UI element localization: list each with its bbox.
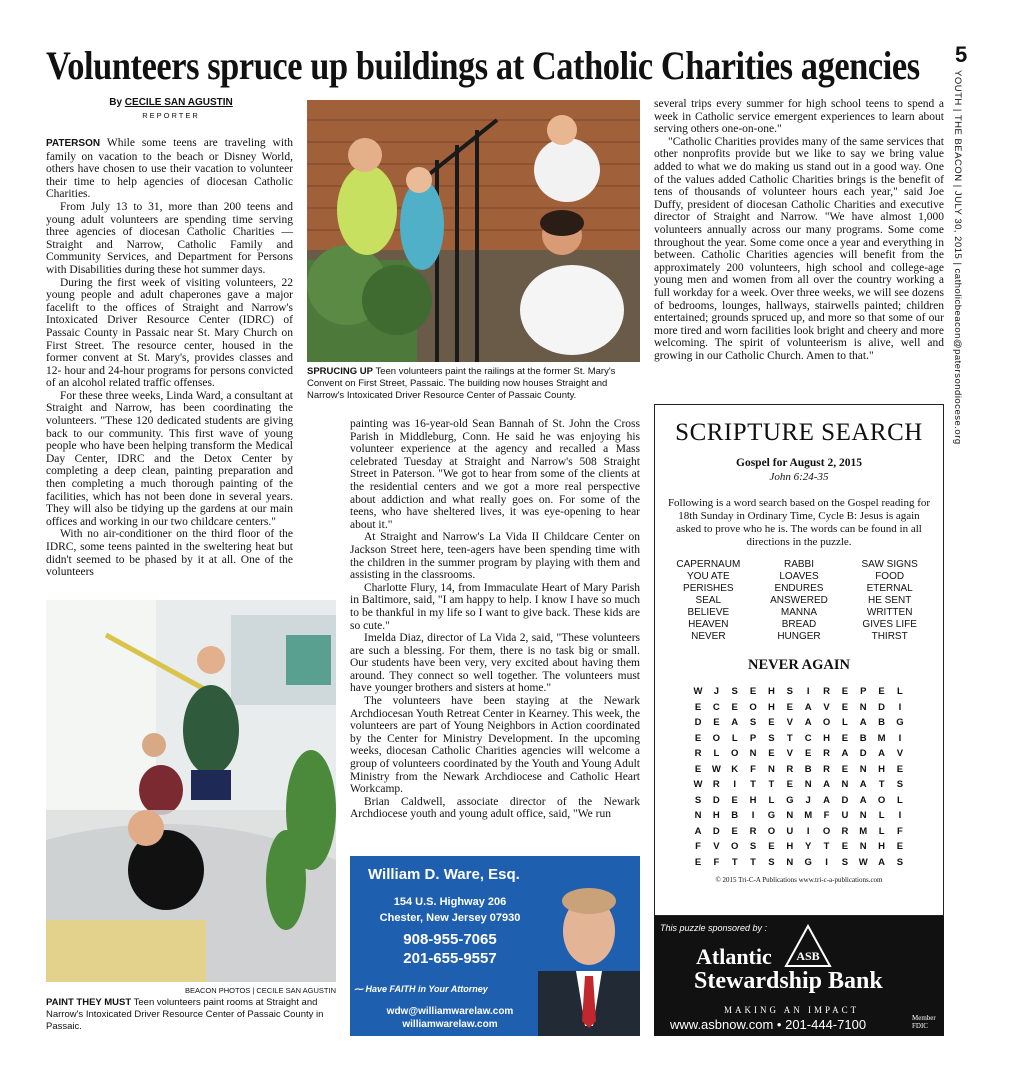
grid-letter: N (859, 763, 867, 775)
grid-letter: E (841, 686, 849, 697)
grid-letter: L (878, 810, 885, 821)
grid-row (689, 810, 909, 826)
paragraph: Brian Caldwell, associate director of the Newark Archdiocese youth and young adult office, said, "We run (350, 795, 640, 821)
grid-letter: I (898, 732, 902, 744)
grid-letter: R (694, 748, 702, 759)
grid-letter: G (896, 717, 904, 728)
grid-letter: G (767, 810, 776, 821)
grid-letter: O (822, 825, 831, 837)
grid-letter: D (859, 748, 867, 759)
grid-letter: O (731, 748, 739, 759)
grid-letter: C (804, 732, 812, 744)
grid-letter: P (749, 732, 757, 744)
puzzle-copyright: © 2015 Tri-C-A Publications www.tri-c-a-publications.com (715, 876, 883, 884)
grid-letter: C (712, 701, 720, 713)
paragraph: From July 13 to 31, more than 200 teens and young adult volunteers are spending time serving three agencies of diocesan Catholic Charities — Straight and Narrow, Catholic Family and Community Services, and Department for Persons with Disabilities during these hot summer days. (46, 200, 293, 276)
word-list-item: HUNGER (777, 631, 821, 642)
word-list-item: LOAVES (779, 571, 819, 582)
grid-letter: E (804, 748, 812, 759)
page-number: 5 (955, 42, 968, 67)
scripture-search-box (654, 404, 944, 916)
grid-letter: E (694, 856, 702, 868)
grid-letter: U (786, 825, 794, 837)
paragraph: Charlotte Flury, 14, from Immaculate Heart of Mary Parish in Baltimore, said, "I am happy to help. I know I have so much to be thankful in my life so I want to give back. These kids are so cute." (350, 581, 640, 632)
word-list-item: MANNA (780, 607, 818, 618)
grid-letter: N (786, 856, 794, 868)
grid-letter: E (731, 701, 738, 713)
grid-letter: R (823, 763, 830, 775)
word-list-item: RABBI (783, 559, 814, 570)
grid-letter: E (694, 763, 702, 775)
word-list-item: PERISHES (683, 583, 734, 594)
grid-letter: N (694, 810, 702, 821)
grid-letter: E (841, 732, 849, 744)
grid-letter: O (822, 717, 831, 728)
grid-letter: M (859, 825, 868, 837)
grid-letter: V (823, 701, 830, 713)
paragraph: For these three weeks, Linda Ward, a consultant at Straight and Narrow, has been coordinating the volunteers. "These 120 dedicated students are giving back to our community. This first wave of young people who have been helping transform the Medical Day Center, IDRC and the Detox Center by completing a deep clean, painting preparation and then completing a much thorough painting of the facilities, which has not been done in several years. They will also be tidying up the gardens at our main offices and working in our two childcare centers." (46, 389, 293, 528)
grid-letter: L (897, 686, 903, 697)
grid-letter: O (749, 701, 757, 713)
puzzle-description: Following is a word search based on the Gospel reading for 18th Sunday in Ordinary Time, Cycle B: Jesus is again asked to prove who he is. The words can be found in all directions in the puzzle. (667, 497, 931, 548)
grid-letter: D (878, 701, 886, 713)
word-list-item: ANSWERED (770, 595, 828, 606)
grid-letter: T (731, 856, 738, 868)
grid-letter: F (695, 841, 701, 852)
grid-letter: R (749, 825, 757, 837)
grid-letter: V (896, 748, 904, 759)
grid-letter: B (878, 717, 886, 728)
grid-letter: E (786, 701, 793, 713)
grid-letter: S (768, 732, 775, 744)
grid-letter: L (878, 825, 885, 837)
grid-letter: I (898, 701, 902, 713)
grid-letter: Y (804, 841, 812, 852)
grid-letter: E (768, 717, 775, 728)
grid-letter: A (731, 717, 739, 728)
byline (46, 97, 296, 120)
grid-letter: S (841, 856, 849, 868)
grid-letter: A (859, 717, 867, 728)
word-list-item: HEAVEN (688, 619, 729, 630)
grid-letter: H (823, 732, 830, 744)
grid-letter: M (804, 810, 813, 821)
byline-role: REPORTER (142, 111, 200, 120)
grid-letter: V (786, 748, 793, 759)
grid-letter: L (841, 717, 848, 728)
grid-letter: T (750, 779, 756, 790)
grid-letter: F (897, 825, 903, 837)
sponsor-label: This puzzle sponsored by : (660, 923, 768, 933)
fish-icon: ⁓ (354, 984, 363, 994)
grid-letter: S (768, 856, 775, 868)
word-list-item: CAPERNAUM (676, 559, 741, 570)
grid-letter: H (768, 686, 775, 697)
grid-letter: A (694, 825, 702, 837)
ad-slogan (354, 984, 488, 995)
grid-letter: E (786, 779, 793, 790)
grid-row (689, 779, 909, 795)
paragraph: At Straight and Narrow's La Vida II Childcare Center on Jackson Street here, teen-agers have been spending time with the children in the summer program by playing with them and assisting in the classrooms. (350, 531, 640, 582)
scripture-title: SCRIPTURE SEARCH (675, 419, 923, 446)
grid-letter: J (713, 686, 719, 697)
grid-letter: T (768, 779, 775, 790)
photo-room-painting (46, 600, 336, 982)
caption-lead: PAINT THEY MUST (46, 997, 132, 1008)
word-list-item: NEVER (691, 631, 726, 642)
grid-letter: E (694, 732, 702, 744)
grid-letter: A (878, 856, 886, 868)
byline-name: CECILE SAN AGUSTIN (124, 97, 233, 108)
photo-credit: BEACON PHOTOS | CECILE SAN AGUSTIN (184, 986, 336, 995)
gospel-date: Gospel for August 2, 2015 (736, 457, 862, 469)
paragraph: painting was 16-year-old Sean Bannah of St. John the Cross Parish in Middleburg, Conn. He said he was enjoying his volunteer experience at the agency and recalled a Mass celebrated Tuesday at Straight and Narrow's 508 Straight Street in Paterson. "We got to hear from some of the clients at the residential centers and we got a more real perspective about addiction and what really goes on. For some of the teens, who have sheltered lives, it was eye-opening to hear about it." (350, 418, 640, 531)
grid-letter: A (859, 794, 867, 806)
word-list-item: THIRST (871, 631, 908, 642)
grid-letter: N (859, 841, 867, 852)
grid-letter: T (786, 732, 793, 744)
ad-address-line: Chester, New Jersey 07930 (379, 912, 521, 924)
grid-letter: E (694, 701, 702, 713)
article-column-1 (46, 137, 293, 579)
grid-letter: D (841, 794, 849, 806)
grid-letter: E (731, 825, 738, 837)
grid-letter: L (713, 748, 720, 759)
grid-letter: S (694, 794, 702, 806)
grid-letter: H (786, 841, 794, 852)
grid-letter: A (804, 701, 812, 713)
grid-letter: F (823, 810, 830, 821)
ad-phone: 908-955-7065 (403, 931, 497, 948)
word-list-item: YOU ATE (687, 571, 730, 582)
grid-row (689, 857, 909, 873)
grid-letter: N (841, 779, 849, 790)
bank-logo-text: ASB (796, 949, 820, 963)
grid-letter: B (859, 732, 867, 744)
grid-letter: B (731, 810, 739, 821)
ad-address-line: 154 U.S. Highway 206 (393, 896, 507, 908)
ad-website: williamwarelaw.com (402, 1019, 498, 1030)
ad-name: William D. Ware, Esq. (368, 866, 520, 883)
grid-letter: E (841, 763, 849, 775)
grid-letter: A (823, 794, 830, 806)
grid-letter: I (806, 825, 810, 837)
grid-letter: O (877, 794, 886, 806)
grid-letter: W (693, 686, 703, 697)
grid-row (689, 795, 909, 811)
grid-letter: T (878, 779, 885, 790)
caption-text: Teen volunteers paint rooms at Straight and Narrow's Intoxicated Driver Resource Center of Passaic County in Passaic. (46, 997, 324, 1032)
word-list-item: SAW SIGNS (861, 559, 918, 570)
attorney-advertisement (350, 856, 640, 1036)
grid-letter: N (859, 810, 867, 821)
grid-letter: D (694, 717, 702, 728)
attorney-portrait (538, 876, 640, 1036)
puzzle-title: NEVER AGAIN (748, 657, 850, 673)
photo-caption (307, 366, 640, 402)
grid-letter: D (712, 825, 720, 837)
paragraph: Imelda Diaz, director of La Vida 2, said, "These volunteers are such a blessing. For them, there is no task big or small. Our students have been very, very excited about having them around. They connect so well together. The volunteers must have younger brothers and sisters at home." (350, 632, 640, 695)
grid-letter: O (731, 841, 739, 852)
photo-caption (46, 997, 342, 1033)
grid-row (689, 702, 909, 718)
grid-letter: V (713, 841, 720, 852)
word-list-item: ENDURES (774, 583, 824, 594)
grid-letter: R (786, 763, 794, 775)
grid-letter: O (767, 825, 776, 837)
bank-contact: www.asbnow.com • 201-444-7100 (670, 1017, 867, 1032)
word-list-item: WRITTEN (866, 607, 913, 618)
word-list-item: HE SENT (867, 595, 912, 606)
grid-letter: M (877, 732, 886, 744)
grid-letter: I (898, 810, 902, 821)
grid-letter: A (878, 748, 886, 759)
bank-logo (784, 924, 832, 968)
grid-letter: A (823, 779, 830, 790)
grid-letter: O (712, 732, 721, 744)
grid-row (689, 764, 909, 780)
grid-letter: E (749, 686, 757, 697)
grid-letter: F (713, 856, 720, 868)
grid-letter: V (786, 717, 793, 728)
grid-letter: E (841, 701, 849, 713)
byline-prefix: By (109, 97, 123, 108)
grid-letter: L (731, 732, 738, 744)
grid-row (689, 717, 909, 733)
section-sidebar (938, 70, 998, 470)
grid-letter: G (786, 794, 794, 806)
grid-letter: I (751, 810, 755, 821)
paragraph: "Catholic Charities provides many of the same services that other nonprofits provide but we like to say we bring value added to what we do making us stand out in a good way. One of the values added Catholic Charities brings is the benefit of tens of thousands of volunteer hours each year," said Joe Duffy, president of diocesan Catholic Charities and executive director of Straight and Narrow. "We have almost 1,000 volunteers annually across our many programs. Some come throughout the year. Some come once a year and everything in between. Catholic Charities agencies will benefit from the approximately 200 volunteers, high school and college-age young men and women from all over the country working a full workday for a week. Over three weeks, we will see dozens of bedrooms, lounges, hallways, stairwells painted; children entertained; grounds spruced up, and more so that some of our more tired and worn facilities look bright and cheery and more welcoming. The spirit of volunteerism is alive, well and growing in our Catholic Church. Amen to that." (654, 135, 944, 362)
gospel-reference: John 6:24-35 (769, 471, 829, 483)
sidebar-text: YOUTH | THE BEACON | JULY 30, 2015 | catholicbeacon@patersondiocese.org (952, 70, 963, 445)
grid-letter: E (841, 841, 849, 852)
word-list-item: ETERNAL (866, 583, 913, 594)
fdic-badge: Member FDIC (912, 1014, 936, 1030)
grid-row (689, 686, 909, 702)
grid-letter: N (749, 748, 757, 759)
grid-letter: E (878, 686, 885, 697)
paragraph: With no air-conditioner on the third floor of the IDRC, some teens painted in the sweltering heat but didn't seemed to be phased by it at all. One of the volunteers (46, 528, 293, 579)
grid-letter: K (731, 763, 739, 775)
grid-letter: R (841, 825, 849, 837)
sponsor-banner (654, 916, 944, 1036)
grid-letter: S (731, 686, 738, 697)
grid-letter: L (897, 794, 903, 806)
grid-letter: S (749, 717, 757, 728)
grid-letter: P (860, 686, 867, 697)
ad-email: wdw@williamwarelaw.com (386, 1006, 514, 1017)
headline: Volunteers spruce up buildings at Catholic Charities agencies (46, 43, 920, 88)
grid-letter: R (823, 748, 830, 759)
grid-letter: A (804, 717, 812, 728)
bank-name-line2: Stewardship Bank (694, 968, 883, 994)
paragraph: During the first week of visiting volunteers, 22 young people and adult chaperones gave a major facelift to the offices of Straight and Narrow's Intoxicated Driver Resource Center (IDRC) of Passaic County in Passaic near St. Mary Church on First Street. The resource center, housed in the former convent at St. Mary's, provides classes and 12- hour and 24-hour programs for persons convicted of an alcohol related traffic offenses. (46, 276, 293, 390)
grid-letter: E (768, 748, 775, 759)
grid-letter: H (749, 794, 757, 806)
grid-letter: S (749, 841, 757, 852)
grid-letter: E (731, 794, 738, 806)
word-list-item: GIVES LIFE (862, 619, 917, 630)
word-list-item: SEAL (695, 595, 722, 606)
grid-letter: L (768, 794, 775, 806)
grid-letter: H (878, 841, 886, 852)
bank-name-line1: Atlantic (696, 944, 772, 969)
article-column-2 (350, 418, 640, 821)
article-column-3 (654, 98, 944, 362)
paragraph: several trips every summer for high school teens to spend a week in Catholic service emergent experiences to learn about serving others one-on-one." (654, 98, 944, 136)
grid-letter: T (823, 841, 830, 852)
grid-letter: S (896, 856, 904, 868)
word-list-item: BREAD (781, 619, 817, 630)
grid-letter: R (823, 686, 830, 697)
grid-letter: I (733, 779, 737, 790)
grid-letter: I (825, 856, 828, 868)
word-list-item: BELIEVE (687, 607, 730, 618)
grid-letter: F (750, 763, 756, 775)
grid-letter: H (712, 810, 720, 821)
grid-letter: N (768, 763, 775, 775)
word-list-item: FOOD (875, 571, 905, 582)
grid-letter: W (858, 856, 868, 868)
grid-row (689, 733, 909, 749)
grid-letter: N (786, 810, 794, 821)
grid-letter: W (711, 763, 721, 775)
grid-letter: A (841, 748, 849, 759)
ad-phone: 201-655-9557 (403, 950, 497, 967)
grid-letter: W (693, 779, 703, 790)
grid-letter: H (768, 701, 775, 713)
grid-letter: E (713, 717, 720, 728)
ad-slogan-text: Have FAITH in Your Attorney (365, 984, 488, 994)
grid-letter: G (804, 856, 812, 868)
grid-letter: S (896, 779, 904, 790)
grid-letter: E (896, 841, 904, 852)
grid-letter: N (804, 779, 812, 790)
word-search-grid (689, 686, 909, 872)
dateline: PATERSON (46, 138, 101, 149)
grid-row (689, 826, 909, 842)
grid-letter: A (859, 779, 867, 790)
grid-letter: S (786, 686, 793, 697)
grid-row (689, 841, 909, 857)
paragraph: The volunteers have been staying at the Newark Archdiocesan Youth Retreat Center in Kearney. This week, the volunteers are part of Young Neighbors in Action coordinated by the Center for Ministry Development. In the upcoming weeks, diocesan Catholic Charities agencies will welcome a group of volunteers coordinated by the Youth and Young Adult Ministry from the Newark Archdiocese and Catholic Heart Workcamp. (350, 695, 640, 796)
caption-lead: SPRUCING UP (307, 366, 373, 377)
grid-letter: H (878, 763, 886, 775)
photo-railing-painting (307, 100, 640, 362)
grid-letter: E (896, 763, 904, 775)
grid-letter: N (859, 701, 867, 713)
grid-letter: U (841, 810, 849, 821)
grid-letter: D (712, 794, 720, 806)
grid-row (689, 748, 909, 764)
grid-letter: R (712, 779, 720, 790)
word-list (663, 559, 935, 643)
grid-letter: I (806, 686, 810, 697)
grid-letter: E (768, 841, 775, 852)
grid-letter: B (804, 763, 812, 775)
paragraph: While some teens are traveling with family on vacation to the beach or Disney World, others have chosen to use their vacation to volunteer their time to help agencies of diocesan Catholic Charities. (46, 137, 294, 201)
grid-letter: T (750, 856, 756, 868)
bank-tagline: MAKING AN IMPACT (724, 1005, 860, 1015)
caption-text: Teen volunteers paint the railings at the former St. Mary's Convent on First Street, Passaic. The building now houses Straight and Narrow's Intoxicated Driver Resource Center of Passaic County. (307, 366, 616, 401)
grid-letter: J (805, 794, 811, 806)
